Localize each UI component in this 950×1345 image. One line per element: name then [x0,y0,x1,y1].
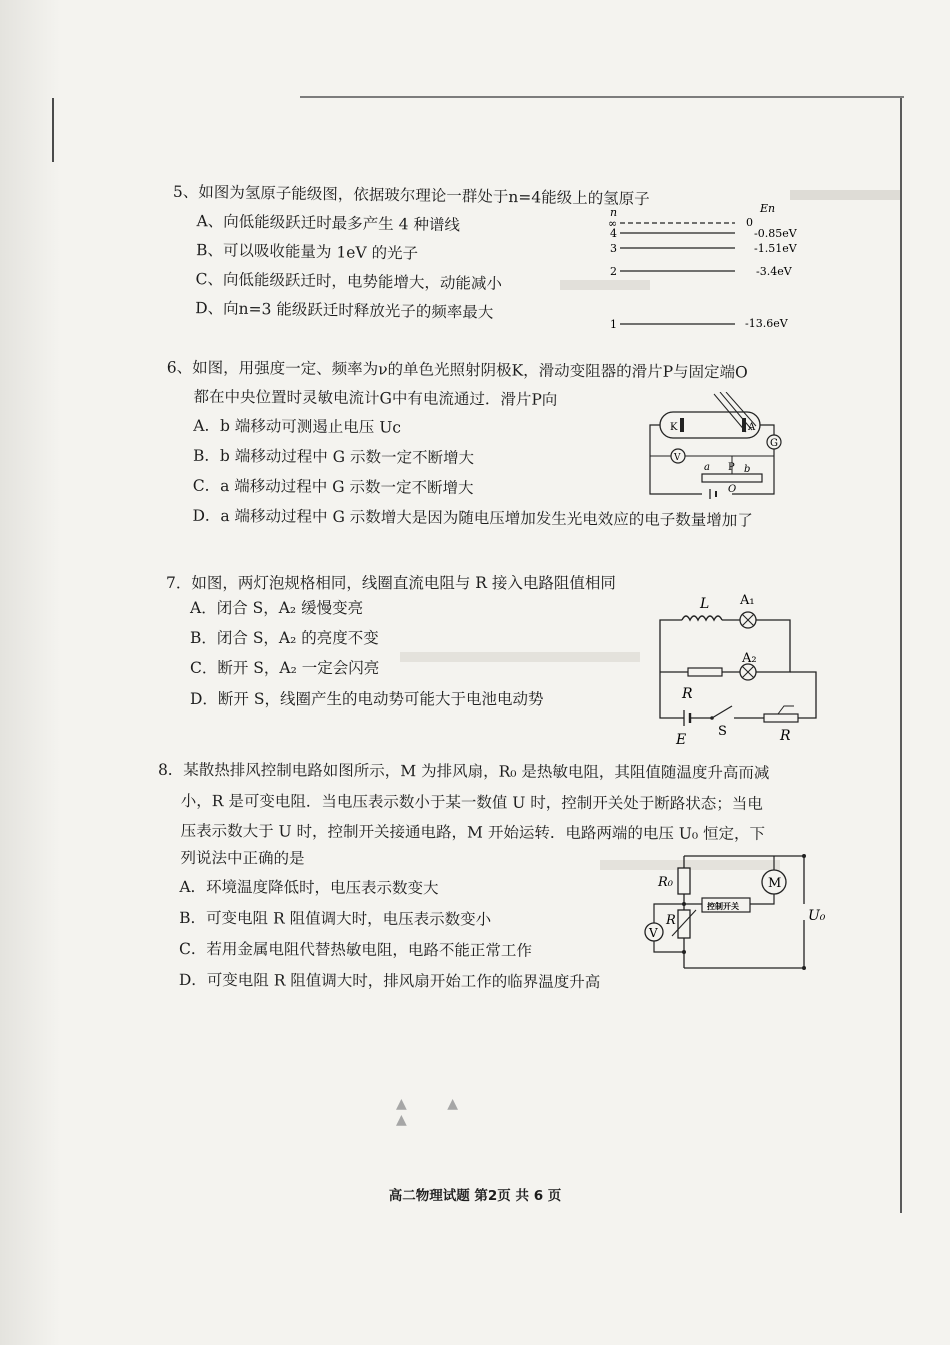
wire-right-bottom [790,672,816,718]
q5-option-c: C、向低能级跃迁时，电势能增大，动能减小 [195,270,503,293]
battery-e-label: E [676,732,687,745]
level-2-energy: -3.4eV [756,265,792,278]
end-b-label: b [744,464,751,475]
wire-right [732,425,774,494]
q7-option-c: C．断开 S，A₂ 一定会闪亮 [190,659,380,677]
q6-option-a: A．b 端移动可测遏止电压 Uc [193,416,402,437]
inductor-coil-icon [682,616,722,620]
inductor-lamp-circuit [630,590,830,745]
slider-p-label: P [728,462,735,473]
photoelectric-circuit [640,392,800,502]
q6-stem-line2: 都在中央位置时灵敏电流计G中有电流通过．滑片P向 [193,387,558,409]
level-3-energy: -1.51eV [754,242,797,255]
q6-option-c: C．a 端移动过程中 G 示数一定不断增大 [192,476,474,498]
cathode-label: K [670,422,678,433]
anode-plate [742,418,746,432]
thermistor-r0-icon [678,868,690,894]
bleed-through [400,652,640,662]
q6-option-d: D．a 端移动过程中 G 示数增大是因为随电压增加发生光电效应的电子数量增加了 [192,506,753,530]
variable-resistor-r-icon [678,910,690,938]
wire-left [660,620,684,718]
light-ray [726,392,756,426]
level-4-n: 4 [610,227,617,240]
resistor-r-icon [688,668,722,676]
level-1-n: 1 [610,318,617,331]
q6-stem-line1: 6、如图，用强度一定、频率为ν的单色光照射阴极K，滑动变阻器的滑片P与固定端O [166,358,748,382]
wire [750,894,774,904]
galvanometer-label: G [770,438,778,449]
anode-label: A [748,422,756,433]
q8-option-b: B．可变电阻 R 阻值调大时，电压表示数变小 [179,908,492,929]
level-En-label: En [760,202,776,215]
variable-resistor-r-label: R [666,913,676,928]
q5-option-b: B、可以吸收能量为 1eV 的光子 [195,241,419,263]
q7-stem: 7．如图，两灯泡规格相同，线圈直流电阻与 R 接入电路阻值相同 [166,574,616,592]
scan-edge-left [52,98,54,162]
q7-option-b: B．闭合 S，A₂ 的亮度不变 [190,629,379,647]
scan-shadow [0,0,60,1345]
level-inf-n: ∞ [608,217,618,230]
q5-stem: 5、如图为氢原子能级图，依据玻尔理论一群处于n=4能级上的氢原子 [172,182,650,209]
level-3-n: 3 [610,242,617,255]
u0-label: U₀ [808,908,826,924]
fan-control-circuit [640,848,840,988]
energy-level-diagram [600,196,820,341]
scan-edge-right [900,98,902,1213]
level-2-n: 2 [610,265,617,278]
level-n-label: n [610,206,618,219]
q7-option-d: D．断开 S，线圈产生的电动势可能大于电池电动势 [190,690,544,708]
switch-s-icon [712,706,732,718]
switch-s-icon [710,716,714,720]
level-1-energy: -13.6eV [745,317,788,330]
end-marks: ▲ ▲ ▲ [396,1096,476,1128]
q6-option-b: B．b 端移动过程中 G 示数一定不断增大 [192,446,475,468]
wire-right-top [780,620,790,672]
lamp-a1-label: A₁ [740,593,755,608]
q5-option-a: A、向低能级跃迁时最多产生 4 种谱线 [196,212,461,235]
q5-option-d: D、向n=3 能级跃迁时释放光子的频率最大 [195,299,494,322]
point-o-label: O [728,484,737,495]
rheostat-slider-icon [778,706,794,714]
lamp-a2-label: A₂ [742,651,757,666]
voltmeter-label: V [674,453,681,463]
terminal-top [802,854,806,858]
level-inf-energy: 0 [746,216,753,229]
q8-option-c: C．若用金属电阻代替热敏电阻，电路不能正常工作 [178,939,532,960]
voltmeter-label: V [649,926,658,940]
control-switch-label: 控制开关 [707,901,739,911]
inductor-label: L [700,596,710,612]
q8-stem-line3: 压表示数大于 U 时，控制开关接通电路，M 开始运转．电路两端的电压 U₀ 恒定，下 [180,821,766,844]
q8-stem-line1: 8．某散热排风控制电路如图所示，M 为排风扇，R₀ 是热敏电阻，其阻值随温度升高而减 [157,760,770,783]
resistor-r1-label: R [682,686,693,702]
q7-option-a: A．闭合 S，A₂ 缓慢变亮 [190,599,364,617]
q8-option-d: D．可变电阻 R 阻值调大时，排风扇开始工作的临界温度升高 [178,970,601,992]
switch-s-label: S [718,724,727,739]
thermistor-r0-label: R₀ [658,875,673,890]
cathode-plate [680,418,684,432]
end-a-label: a [704,462,710,473]
rheostat [702,474,762,482]
scan-edge-top [300,96,904,98]
page-footer: 高二物理试题 第2页 共 6 页 [388,1188,562,1204]
fan-motor-label: M [768,876,782,891]
level-4-energy: -0.85eV [754,227,797,240]
q8-stem-line2: 小，R 是可变电阻．当电压表示数小于某一数值 U 时，控制开关处于断路状态；当电 [180,791,763,814]
q8-option-a: A．环境温度降低时，电压表示数变大 [179,877,439,898]
q8-stem-line4: 列说法中正确的是 [180,848,305,868]
light-ray [714,394,746,432]
rheostat-r-icon [764,714,798,722]
rheostat-r2-label: R [780,728,791,744]
